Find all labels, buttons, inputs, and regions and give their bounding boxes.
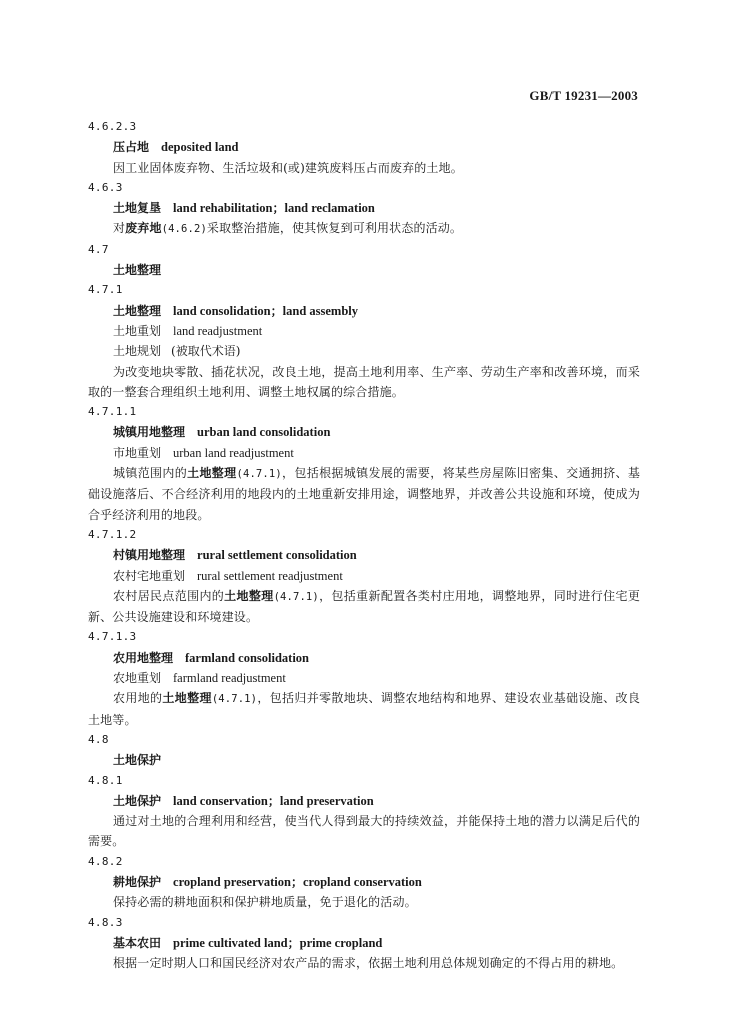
- definition-text: 对: [113, 221, 126, 236]
- cross-reference-number: (4.7.1): [236, 468, 282, 481]
- term-zh: 土地保护: [113, 793, 162, 808]
- term-zh: 压占地: [113, 140, 150, 155]
- definition-text: 采取整治措施，使其恢复到可利用状态的活动。: [206, 221, 463, 236]
- clause-number: 4.7.1.1: [88, 405, 137, 419]
- cross-reference-number: (4.7.1): [273, 590, 319, 603]
- definition-text: 农用地的: [113, 691, 163, 706]
- synonym-line: [88, 443, 640, 463]
- term-en: farmland consolidation: [185, 650, 309, 665]
- clause-number: 4.7.1.3: [88, 630, 137, 644]
- term-en: rural settlement consolidation: [197, 548, 357, 563]
- clause-number: 4.8: [88, 732, 109, 746]
- term-en-alt: cropland conservation: [302, 874, 422, 889]
- term-line: [88, 750, 640, 770]
- term-line: [88, 648, 640, 668]
- clause-number: 4.8.3: [88, 915, 123, 929]
- term-zh: 农用地整理: [113, 650, 174, 665]
- synonym-en: rural settlement readjustment: [197, 568, 343, 583]
- definition-text: 农村居民点范围内的: [113, 588, 225, 603]
- synonym-zh: 市地重划: [113, 445, 162, 460]
- synonym-zh: 农村宅地重划: [113, 568, 186, 583]
- definition: [88, 218, 640, 239]
- term-zh: 土地复垦: [113, 201, 162, 216]
- term-separator: ；: [270, 303, 283, 318]
- term-en-alt: prime cropland: [299, 935, 383, 950]
- synonym-line: [88, 321, 640, 341]
- term-line: [88, 260, 640, 280]
- term-separator: ；: [287, 935, 300, 950]
- definition: 为改变地块零散、插花状况，改良土地，提高土地利用率、生产率、劳动生产率和改善环境，而采取的一整套合理组织土地利用、调整土地权属的综合措施。: [88, 364, 640, 399]
- synonym-en: urban land readjustment: [173, 445, 294, 460]
- term-en: prime cultivated land: [173, 935, 288, 950]
- definition: 保持必需的耕地面积和保护耕地质量，免于退化的活动。: [113, 895, 417, 910]
- cross-reference-number: (4.6.2): [161, 223, 207, 236]
- definition-text: ，包括根据城镇发展的需要，将某些房屋陈旧密集、交通拥挤、基础设施落后、不合经济利用的地段内的土地重新安排用途，调整地界，并改善公共设施和环境，使成为合乎经济利用的地段。: [88, 466, 640, 522]
- term-line: [88, 137, 640, 157]
- synonym-zh: 土地重划: [113, 323, 162, 338]
- synonym-note: (被取代术语): [171, 344, 241, 359]
- term-zh: 村镇用地整理: [113, 548, 186, 563]
- term-zh: 土地整理: [113, 263, 162, 278]
- synonym-en: land readjustment: [173, 323, 263, 338]
- term-line: [88, 791, 640, 811]
- term-en: urban land consolidation: [197, 425, 331, 440]
- term-en: land conservation: [173, 793, 268, 808]
- document-body: [88, 117, 640, 973]
- definition-text: ，包括重新配置各类村庄用地，调整地界，同时进行住宅更新、公共设施建设和环境建设。: [88, 588, 640, 625]
- term-en: land consolidation: [173, 303, 271, 318]
- term-en: land rehabilitation: [173, 201, 273, 216]
- clause-number: 4.7.1.2: [88, 527, 137, 541]
- term-zh: 土地整理: [113, 303, 162, 318]
- synonym-en: farmland readjustment: [173, 671, 286, 686]
- page-header-standard-code: GB/T 19231—2003: [529, 88, 638, 103]
- definition: 因工业固体废弃物、生活垃圾和(或)建筑废料压占而废弃的土地。: [113, 160, 463, 175]
- definition: 通过对土地的合理利用和经营，使当代人得到最大的持续效益，并能保持土地的潜力以满足后代的需要。: [88, 814, 640, 849]
- cross-reference-term: 废弃地: [125, 221, 162, 236]
- clause-number: 4.7: [88, 242, 109, 256]
- term-en-alt: land preservation: [279, 793, 374, 808]
- cross-reference-number: (4.7.1): [211, 693, 258, 706]
- synonym-line: [88, 566, 640, 586]
- term-zh: 耕地保护: [113, 874, 162, 889]
- term-en: deposited land: [161, 140, 239, 155]
- definition-text: ，包括归并零散地块、调整农地结构和地界、建设农业基础设施、改良土地等。: [88, 691, 640, 727]
- synonym-zh: 土地规划: [113, 344, 162, 359]
- term-en-alt: land assembly: [282, 303, 359, 318]
- term-line: [88, 422, 640, 442]
- definition: [88, 688, 640, 730]
- term-line: [88, 933, 640, 953]
- cross-reference-term: 土地整理: [224, 588, 274, 603]
- definition-text: 城镇范围内的: [113, 466, 188, 481]
- synonym-line: [88, 341, 640, 361]
- term-line: [88, 545, 640, 565]
- term-separator: ；: [290, 874, 303, 889]
- term-separator: ；: [267, 793, 280, 808]
- cross-reference-term: 土地整理: [187, 466, 237, 481]
- term-line: [88, 872, 640, 892]
- term-line: [88, 301, 640, 321]
- clause-number: 4.8.2: [88, 854, 123, 868]
- synonym-zh: 农地重划: [113, 671, 162, 686]
- definition: 根据一定时期人口和国民经济对农产品的需求，依据土地利用总体规划确定的不得占用的耕地。: [113, 956, 624, 971]
- term-en: cropland preservation: [173, 874, 291, 889]
- term-zh: 土地保护: [113, 753, 162, 768]
- clause-number: 4.6.2.3: [88, 120, 137, 133]
- definition: [88, 586, 640, 628]
- synonym-line: [88, 668, 640, 688]
- clause-number: 4.7.1: [88, 283, 123, 297]
- definition: [88, 463, 640, 525]
- term-en-alt: land reclamation: [284, 201, 375, 216]
- term-zh: 基本农田: [113, 935, 162, 950]
- term-separator: ；: [272, 201, 285, 216]
- term-line: [88, 198, 640, 218]
- cross-reference-term: 土地整理: [162, 691, 212, 706]
- term-zh: 城镇用地整理: [113, 425, 186, 440]
- clause-number: 4.8.1: [88, 773, 123, 787]
- clause-number: 4.6.3: [88, 180, 123, 194]
